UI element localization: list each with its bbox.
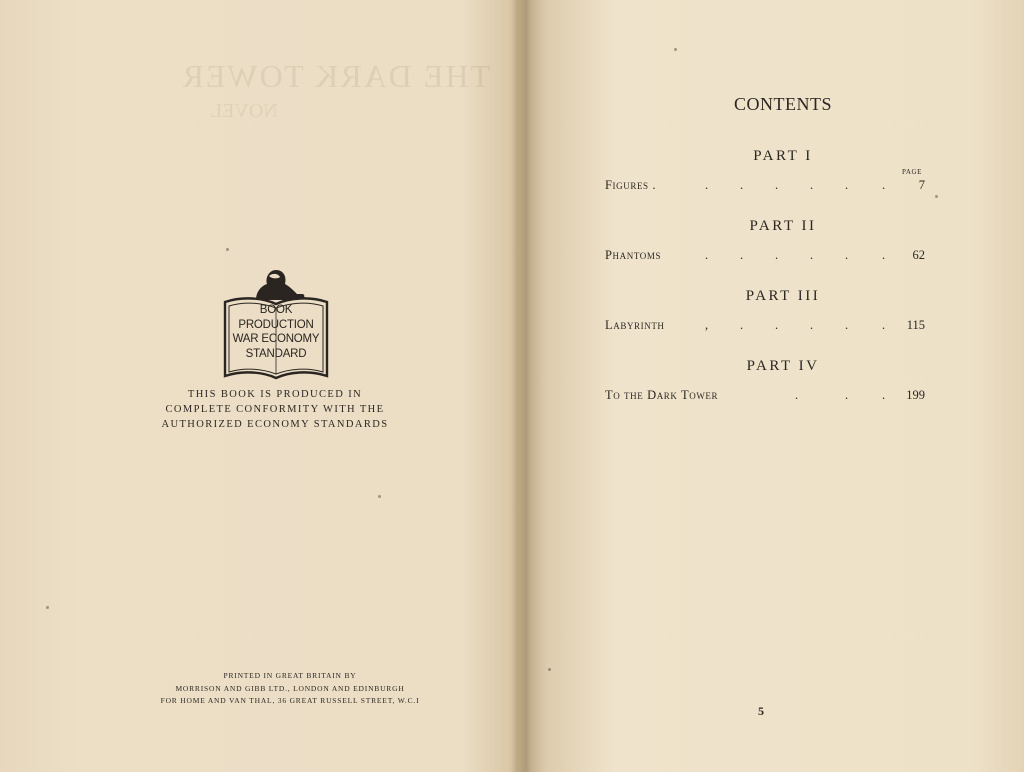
- bleed-through-subtitle: NOVEL: [210, 100, 278, 122]
- emblem-label: [224, 303, 328, 361]
- toc-entry[interactable]: Figures . . . . . . . 7: [605, 178, 925, 192]
- conformity-line: COMPLETE CONFORMITY WITH THE: [165, 404, 385, 415]
- emblem-line: BOOK: [259, 304, 293, 316]
- toc-entry-title: Phantoms: [605, 248, 662, 262]
- toc-page-number: 62: [912, 248, 925, 262]
- toc-entry-title: Figures .: [605, 178, 657, 192]
- part-heading: PART IV: [746, 358, 820, 374]
- part-heading: PART I: [753, 148, 813, 164]
- paper-speck: [548, 668, 551, 671]
- toc-entry[interactable]: To the Dark Tower . . . 199: [605, 388, 925, 402]
- left-page: [0, 0, 510, 772]
- conformity-line: AUTHORIZED ECONOMY STANDARDS: [161, 419, 389, 430]
- toc-entry-title: Labyrinth: [605, 318, 665, 332]
- bleed-through-title: THE DARK TOWER: [180, 58, 490, 94]
- paper-speck: [46, 606, 49, 609]
- toc-entry[interactable]: Labyrinth , . . . . . 115: [605, 318, 925, 332]
- imprint-line: MORRISON AND GIBB LTD., LONDON AND EDINBURGH: [175, 683, 405, 693]
- toc-page-number: 115: [906, 318, 925, 332]
- printer-imprint: [140, 670, 440, 708]
- conformity-notice: [150, 387, 400, 432]
- contents-heading: CONTENTS: [734, 94, 832, 114]
- page-column-label: PAGE: [902, 168, 923, 176]
- part-heading: PART III: [745, 288, 821, 304]
- paper-speck: [674, 48, 677, 51]
- part-heading: PART II: [749, 218, 817, 234]
- emblem-line: WAR ECONOMY: [232, 333, 320, 345]
- paper-speck: [935, 195, 938, 198]
- toc-entry[interactable]: Phantoms . . . . . . 62: [605, 248, 925, 262]
- toc-entry-title: To the Dark Tower: [605, 388, 719, 402]
- paper-speck: [378, 495, 381, 498]
- emblem-line: PRODUCTION: [238, 318, 314, 331]
- page-folio-number: 5: [758, 704, 764, 718]
- paper-speck: [226, 248, 229, 251]
- right-page: [530, 0, 1024, 772]
- conformity-line: THIS BOOK IS PRODUCED IN: [187, 389, 363, 400]
- imprint-line: PRINTED IN GREAT BRITAIN BY: [223, 671, 357, 680]
- emblem-line: STANDARD: [245, 347, 307, 360]
- toc-page-number: 7: [918, 178, 925, 192]
- toc-page-number: 199: [906, 388, 925, 402]
- imprint-line: FOR HOME AND VAN THAL, 36 GREAT RUSSELL STREET, W.C.I: [160, 696, 420, 705]
